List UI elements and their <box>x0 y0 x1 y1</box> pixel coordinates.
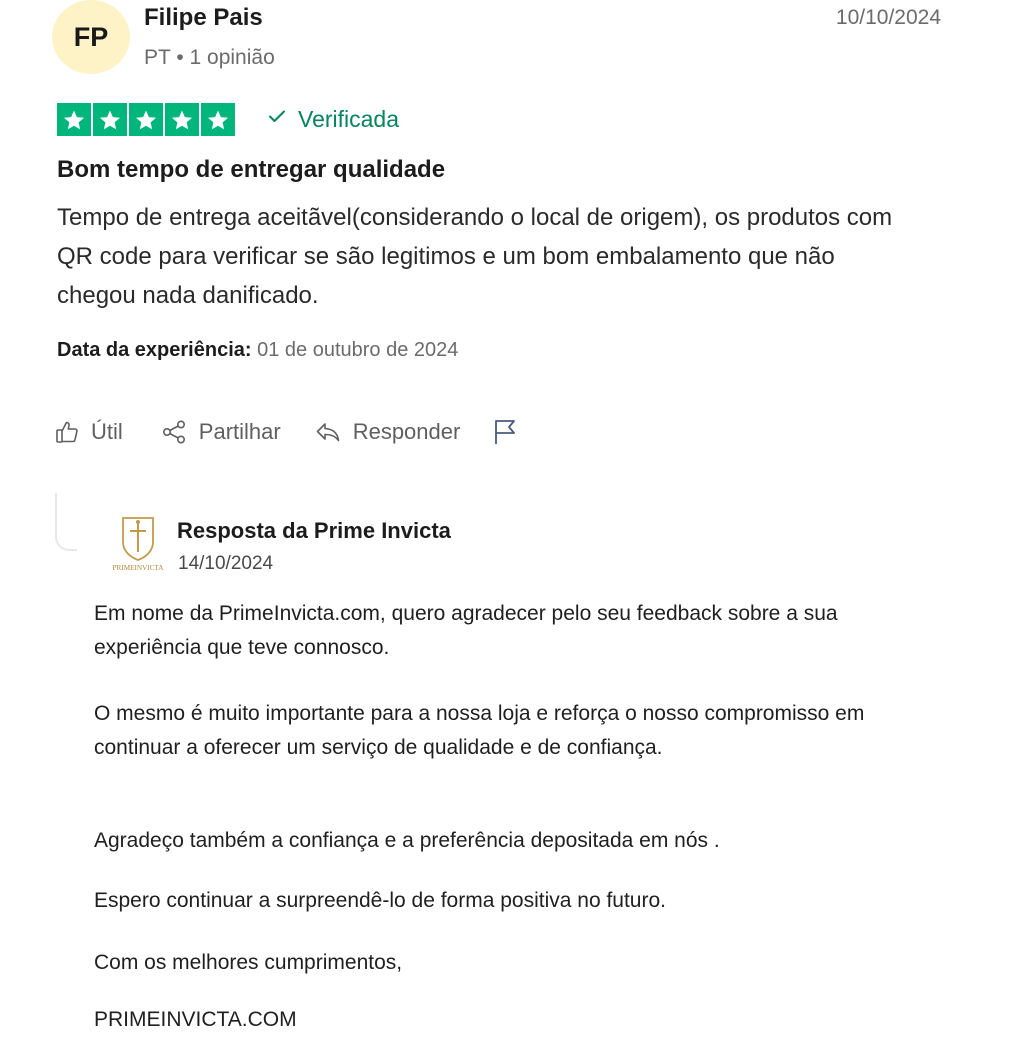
company-logo[interactable] <box>107 512 169 576</box>
reply-icon <box>315 421 341 443</box>
star-icon <box>129 103 163 136</box>
review-body: Tempo de entrega aceitãvel(considerando o local de origem), os produtos com QR code para verificar se são legitimos e um bom embalamento que não chegou nada danificado. <box>57 204 893 309</box>
flag-icon <box>492 418 518 446</box>
reviewer-review-count[interactable]: 1 opinião <box>189 46 275 69</box>
review-date: 10/10/2024 <box>835 6 941 29</box>
review-title: Bom tempo de entregar qualidade <box>57 156 446 183</box>
verified-label: Verificada <box>298 105 400 132</box>
reply-paragraph: Com os melhores cumprimentos, <box>94 951 403 974</box>
share-label: Partilhar <box>198 419 281 444</box>
star-icon <box>93 103 127 136</box>
avatar[interactable]: FP <box>52 0 130 74</box>
star-rating <box>57 103 235 136</box>
share-icon <box>161 419 187 445</box>
reviewer-meta <box>144 46 275 70</box>
reply-connector <box>55 493 77 551</box>
reply-signature: PRIMEINVICTA.COM <box>94 1008 297 1031</box>
flag-button[interactable] <box>492 418 518 446</box>
reviewer-name[interactable]: Filipe Pais <box>144 4 263 31</box>
reply-paragraph: O mesmo é muito importante para a nossa loja e reforça o nosso compromisso em continuar a oferecer um serviço de qualidade e de confiança. <box>94 702 865 759</box>
reply-button[interactable] <box>315 419 461 445</box>
review-actions <box>55 418 518 446</box>
experience-label: Data da experiência: <box>57 339 252 361</box>
thumbs-up-icon <box>55 419 79 445</box>
share-button[interactable] <box>161 419 281 445</box>
reply-date: 14/10/2024 <box>178 553 274 574</box>
experience-value: 01 de outubro de 2024 <box>257 339 459 361</box>
reply-paragraph: Agradeço também a confiança e a preferência depositada em nós . <box>94 829 720 852</box>
star-icon <box>201 103 235 136</box>
reply-label: Responder <box>352 419 461 444</box>
meta-separator: • <box>176 46 184 69</box>
star-icon <box>165 103 199 136</box>
reply-title: Resposta da Prime Invicta <box>177 518 451 543</box>
useful-button[interactable] <box>55 419 123 445</box>
useful-label: Útil <box>91 419 123 444</box>
reply-paragraph: Em nome da PrimeInvicta.com, quero agradecer pelo seu feedback sobre a sua experiência que teve connosco. <box>94 602 838 659</box>
logo-wordmark: PRIMEINVICTA <box>112 564 164 572</box>
shield-logo-icon <box>107 512 169 576</box>
verified-badge[interactable] <box>266 105 399 133</box>
star-icon <box>57 103 91 136</box>
experience-date <box>57 339 458 362</box>
reply-paragraph: Espero continuar a surpreendê-lo de forma positiva no futuro. <box>94 889 666 912</box>
reviewer-country: PT <box>144 46 171 69</box>
checkmark-icon <box>266 105 288 133</box>
